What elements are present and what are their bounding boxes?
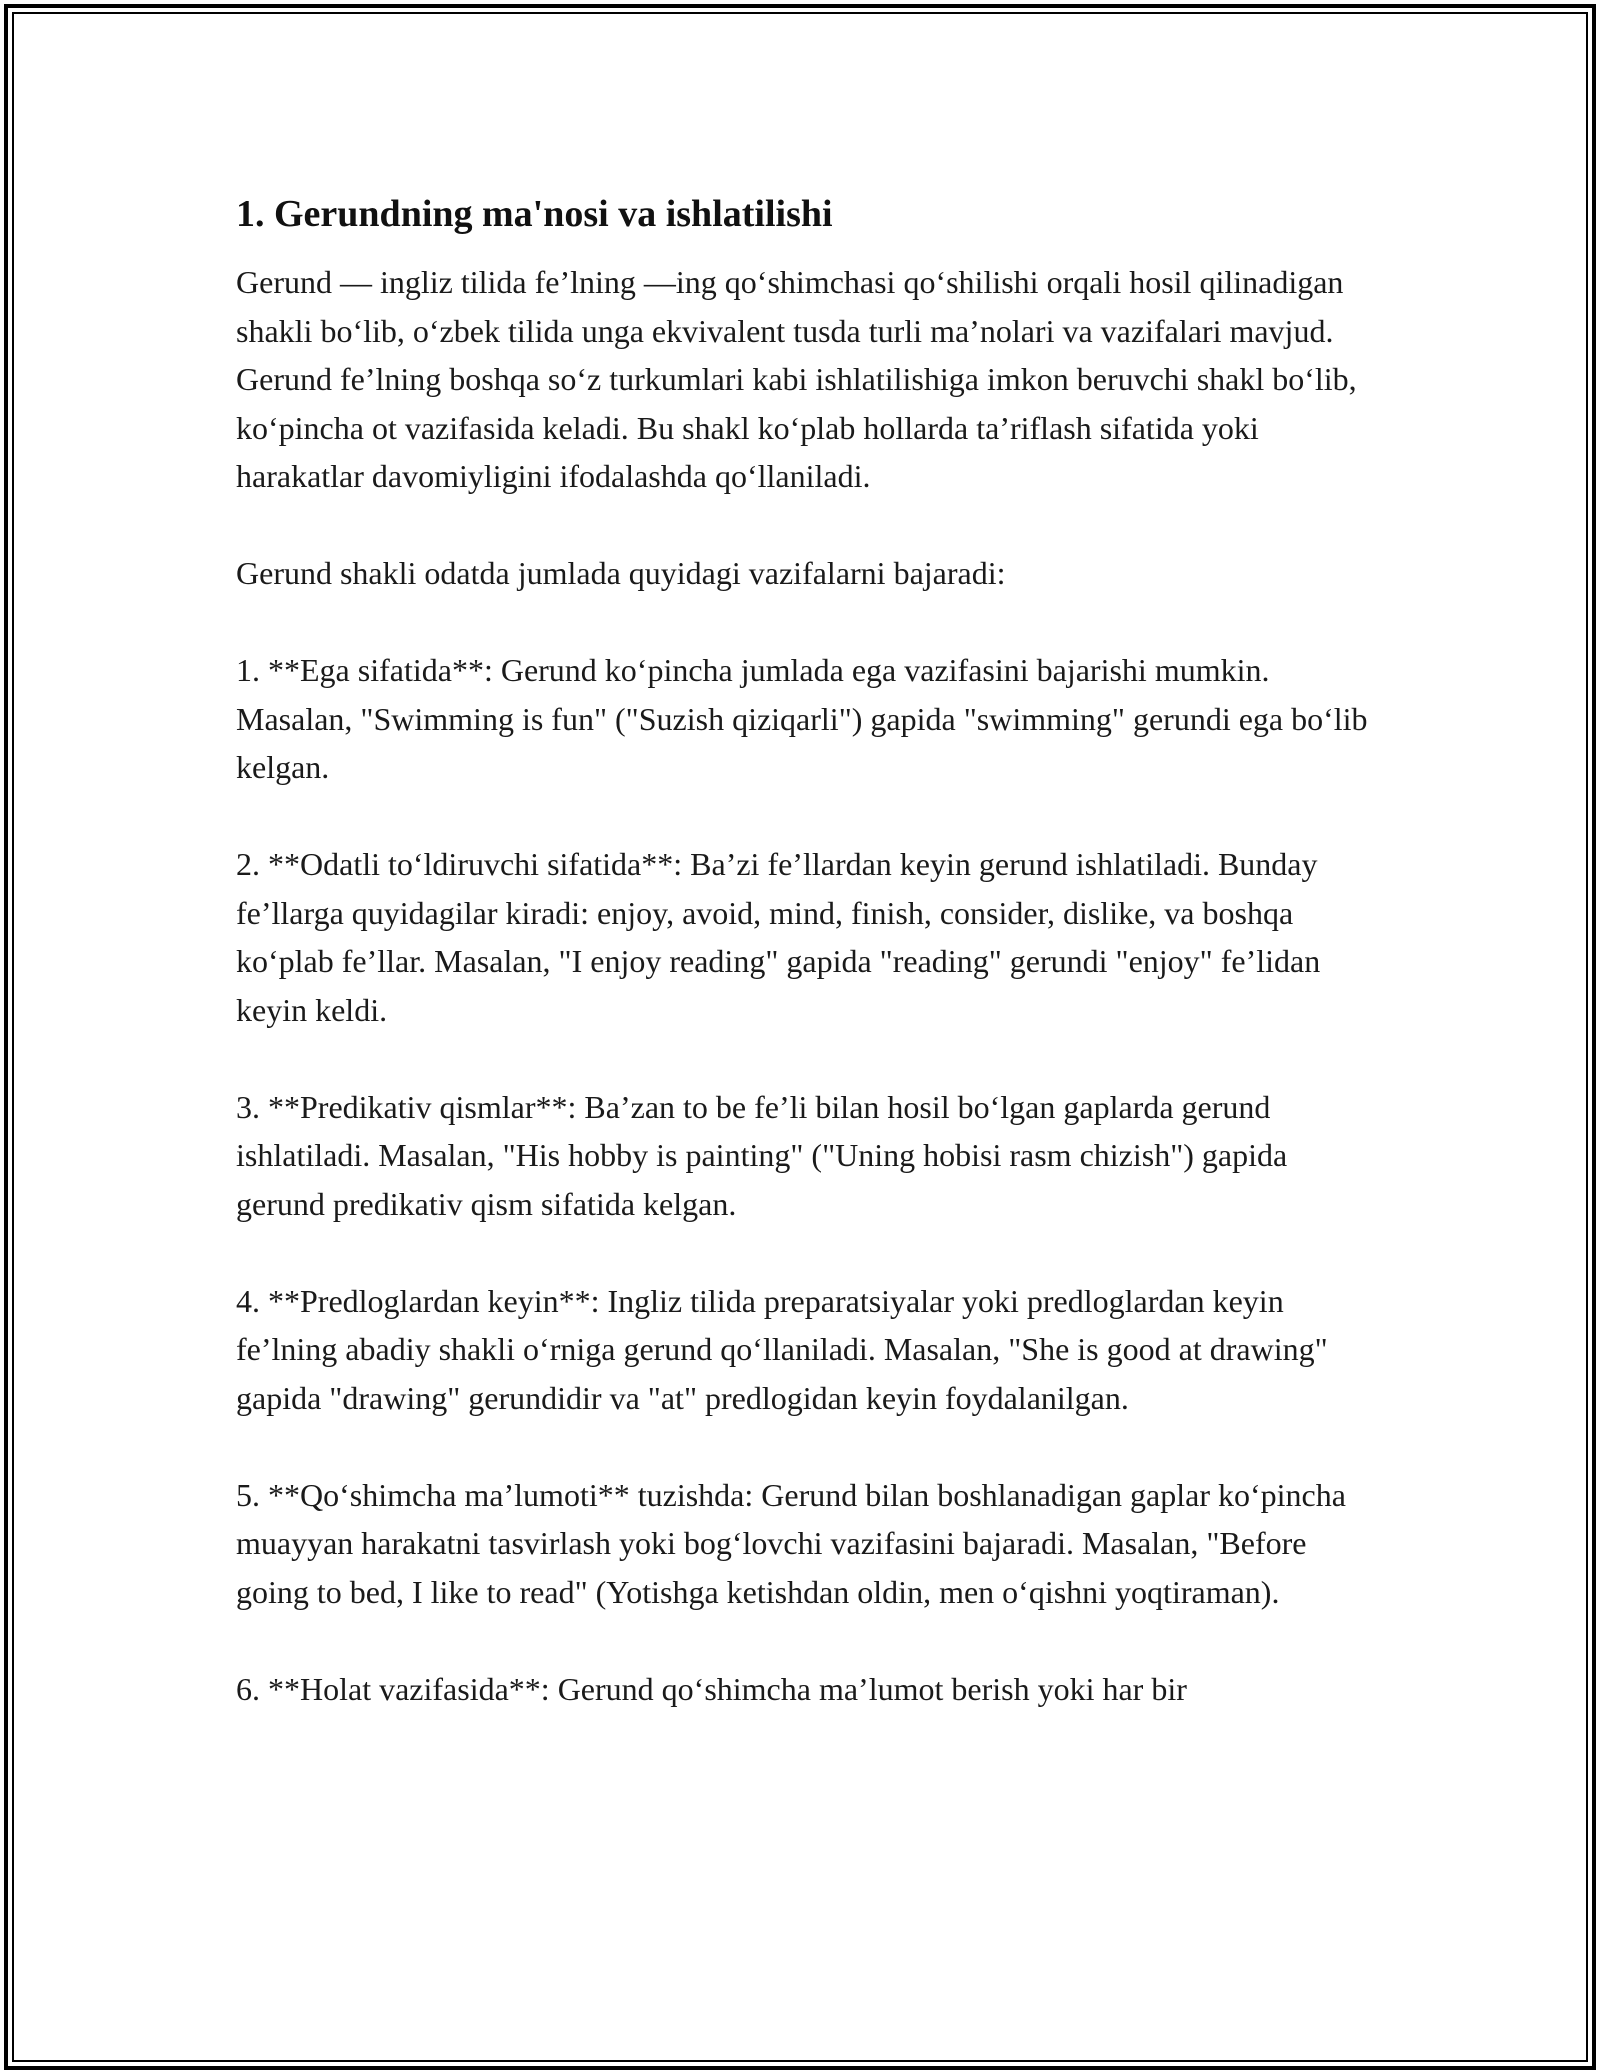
list-item-4: 4. **Predloglardan keyin**: Ingliz tilida preparatsiyalar yoki predloglardan keyin fe’lning abadiy shakli o‘rniga gerund qo‘llaniladi. Masalan, "She is good at drawing" gapida "drawing" gerundidir va "at" predlogidan keyin foydalanilgan. bbox=[236, 1282, 1328, 1416]
list-item-1: 1. **Ega sifatida**: Gerund ko‘pincha jumlada ega vazifasini bajarishi mumkin. Masalan, "Swimming is fun" ("Suzish qiziqarli") gapida "swimming" gerundi ega bo‘lib kelgan. bbox=[236, 652, 1368, 785]
section-heading: 1. Gerundning ma'nosi va ishlatilishi bbox=[236, 193, 833, 235]
list-item-2: 2. **Odatli to‘ldiruvchi sifatida**: Ba’zi fe’llardan keyin gerund ishlatiladi. Bunday fe’llarga quyidagilar kiradi: enjoy, avoid, mind, finish, consider, dislike, va boshqa ko‘plab fe’llar. Masalan, "I enjoy reading" gapida "reading" gerundi "enjoy" fe’lidan keyin keldi. bbox=[236, 846, 1321, 1028]
list-item-3: 3. **Predikativ qismlar**: Ba’zan to be fe’li bilan hosil bo‘lgan gaplarda gerund ishlatiladi. Masalan, "His hobby is painting" ("Uning hobisi rasm chizish") gapida gerund predikativ qism sifatida kelgan. bbox=[236, 1088, 1288, 1222]
paragraph-intro: Gerund — ingliz tilida fe’lning —ing qo‘shimchasi qo‘shilishi orqali hosil qilinadigan shakli bo‘lib, o‘zbek tilida unga ekvivalent tusda turli ma’nolari va vazifalari mavjud. Gerund fe’lning boshqa so‘z turkumlari kabi ishlatilishiga imkon beruvchi shakl bo‘lib, ko‘pincha ot vazifasida keladi. Bu shakl ko‘plab hollarda ta’riflash sifatida yoki harakatlar davomiyligini ifodalashda qo‘llaniladi. bbox=[236, 264, 1357, 494]
list-item-6: 6. **Holat vazifasida**: Gerund qo‘shimcha ma’lumot berish yoki har bir bbox=[236, 1670, 1187, 1707]
list-item-5: 5. **Qo‘shimcha ma’lumoti** tuzishda: Gerund bilan boshlanadigan gaplar ko‘pincha muayyan harakatni tasvirlash yoki bog‘lovchi vazifasini bajaradi. Masalan, "Before going to bed, I like to read" (Yotishga ketishdan oldin, men o‘qishni yoqtiraman). bbox=[236, 1476, 1346, 1610]
paragraph-functions-lead: Gerund shakli odatda jumlada quyidagi vazifalarni bajaradi: bbox=[236, 555, 1006, 591]
document-body bbox=[236, 190, 1376, 1762]
